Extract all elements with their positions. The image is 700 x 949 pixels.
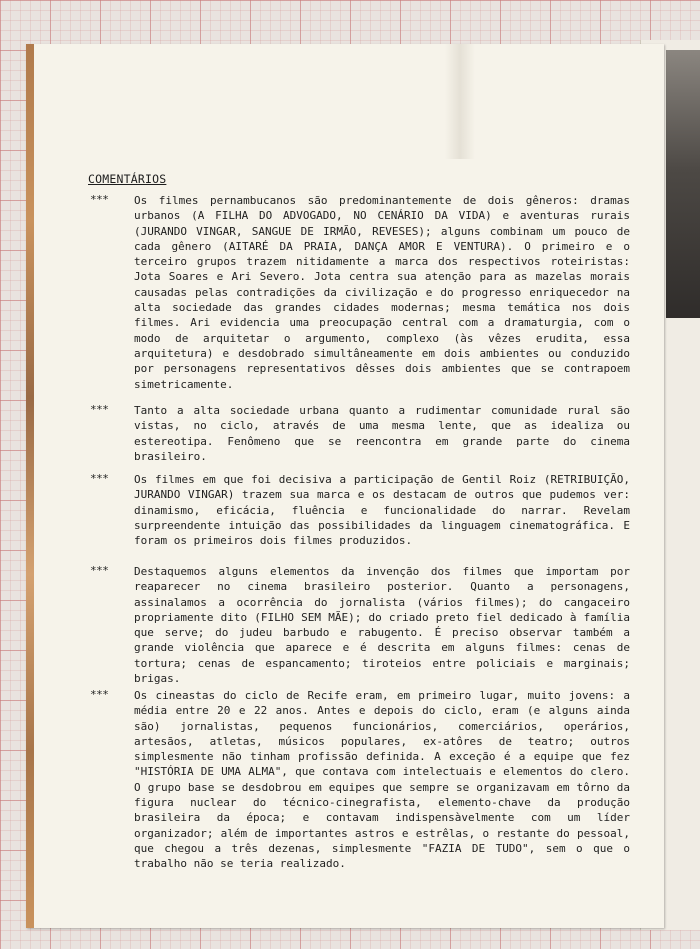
paragraph-text: Os cineastas do ciclo de Recife eram, em primeiro lugar, muito jovens: a média entre 20 e 22 anos. Antes e depois do ciclo, eram (e alguns ainda são) jornalistas, pequenos funcionários, comerciários, operários, artesãos, atletas, músicos populares, ex-atôres de teatro; outros simplesmente não tinham profissão definida. A exceção é a equipe que fez "HISTÓRIA DE UMA ALMA", que contava com intelectuais e elementos do clero. O grupo base se desdobrou em equipes que sempre se organizavam em tôrno da figura nuclear do técnico-cinegrafista, elemento-chave da produção brasileira da época; e contavam indispensàvelmente com um líder organizador; além de importantes astros e estrêlas, o restante do pessoal, que chegou a três dezenas, simplesmente "FAZIA DE TUDO", sem o que o trabalho não se teria realizado.	[134, 689, 630, 871]
paragraph-5	[90, 688, 630, 872]
bullet-marker: ***	[90, 688, 109, 701]
page-binding-edge	[26, 44, 34, 928]
bullet-marker: ***	[90, 472, 109, 485]
bullet-marker: ***	[90, 403, 109, 416]
adjacent-page-photo	[666, 50, 700, 318]
page-fold-crease	[445, 44, 475, 159]
paragraph-4	[90, 564, 630, 686]
paragraph-text: Os filmes pernambucanos são predominantemente de dois gêneros: dramas urbanos (A FILHA DO ADVOGADO, NO CENÁRIO DA VIDA) e aventuras rurais (JURANDO VINGAR, SANGUE DE IRMÃO, REVESES); alguns combinam um pouco de cada gênero (AITARÉ DA PRAIA, DANÇA AMOR E VENTURA). O primeiro e o terceiro grupos trazem nitidamente a marca dos respectivos roteiristas: Jota Soares e Ari Severo. Jota centra sua atenção para as mazelas morais causadas pelas contradições da civilização e do progresso enriquecedor na alta sociedade das grandes cidades modernas; mesma temática nos dois filmes. Ari evidencia uma preocupação central com a dramaturgia, com o modo de arquitetar o argumento, complexo (às vêzes erudita, essa arquitetura) e desdobrado simultâneamente em dois ambientes ou conduzido por personagens representativos dêsses dois ambientes que se contrapoem simetricamente.	[134, 194, 630, 391]
bullet-marker: ***	[90, 564, 109, 577]
paragraph-text: Destaquemos alguns elementos da invenção dos filmes que importam por reaparecer no cinema brasileiro posterior. Quanto a personagens, assinalamos a ocorrência do jornalista (vários filmes); do cangaceiro propriamente dito (FILHO SEM MÃE); do criado preto fiel dedicado à família que serve; do judeu barbudo e rabugento. É preciso observar também a grande violência que aparece e é descrita em alguns filmes: cenas de tortura; cenas de espancamento; tiroteios entre policiais e marginais; brigas.	[134, 565, 630, 686]
paragraph-1	[90, 193, 630, 392]
bullet-marker: ***	[90, 193, 109, 206]
paragraph-2	[90, 403, 630, 464]
paragraph-text: Os filmes em que foi decisiva a participação de Gentil Roiz (RETRIBUIÇÃO, JURANDO VINGAR) trazem sua marca e os destacam de outros que pudemos ver: dinamismo, eficácia, fluência e funcionalidade do narrar. Revelam surpreendente intuição das possibilidades da linguagem cinematográfica. E foram os primeiros dois filmes produzidos.	[134, 473, 630, 548]
paragraph-3	[90, 472, 630, 548]
paragraph-text: Tanto a alta sociedade urbana quanto a rudimentar comunidade rural são vistas, no ciclo, através de uma mesma lente, que as idealiza ou estereotipa. Fenômeno que se reencontra em grande parte do cinema brasileiro.	[134, 404, 630, 463]
section-heading: COMENTÁRIOS	[88, 172, 167, 186]
